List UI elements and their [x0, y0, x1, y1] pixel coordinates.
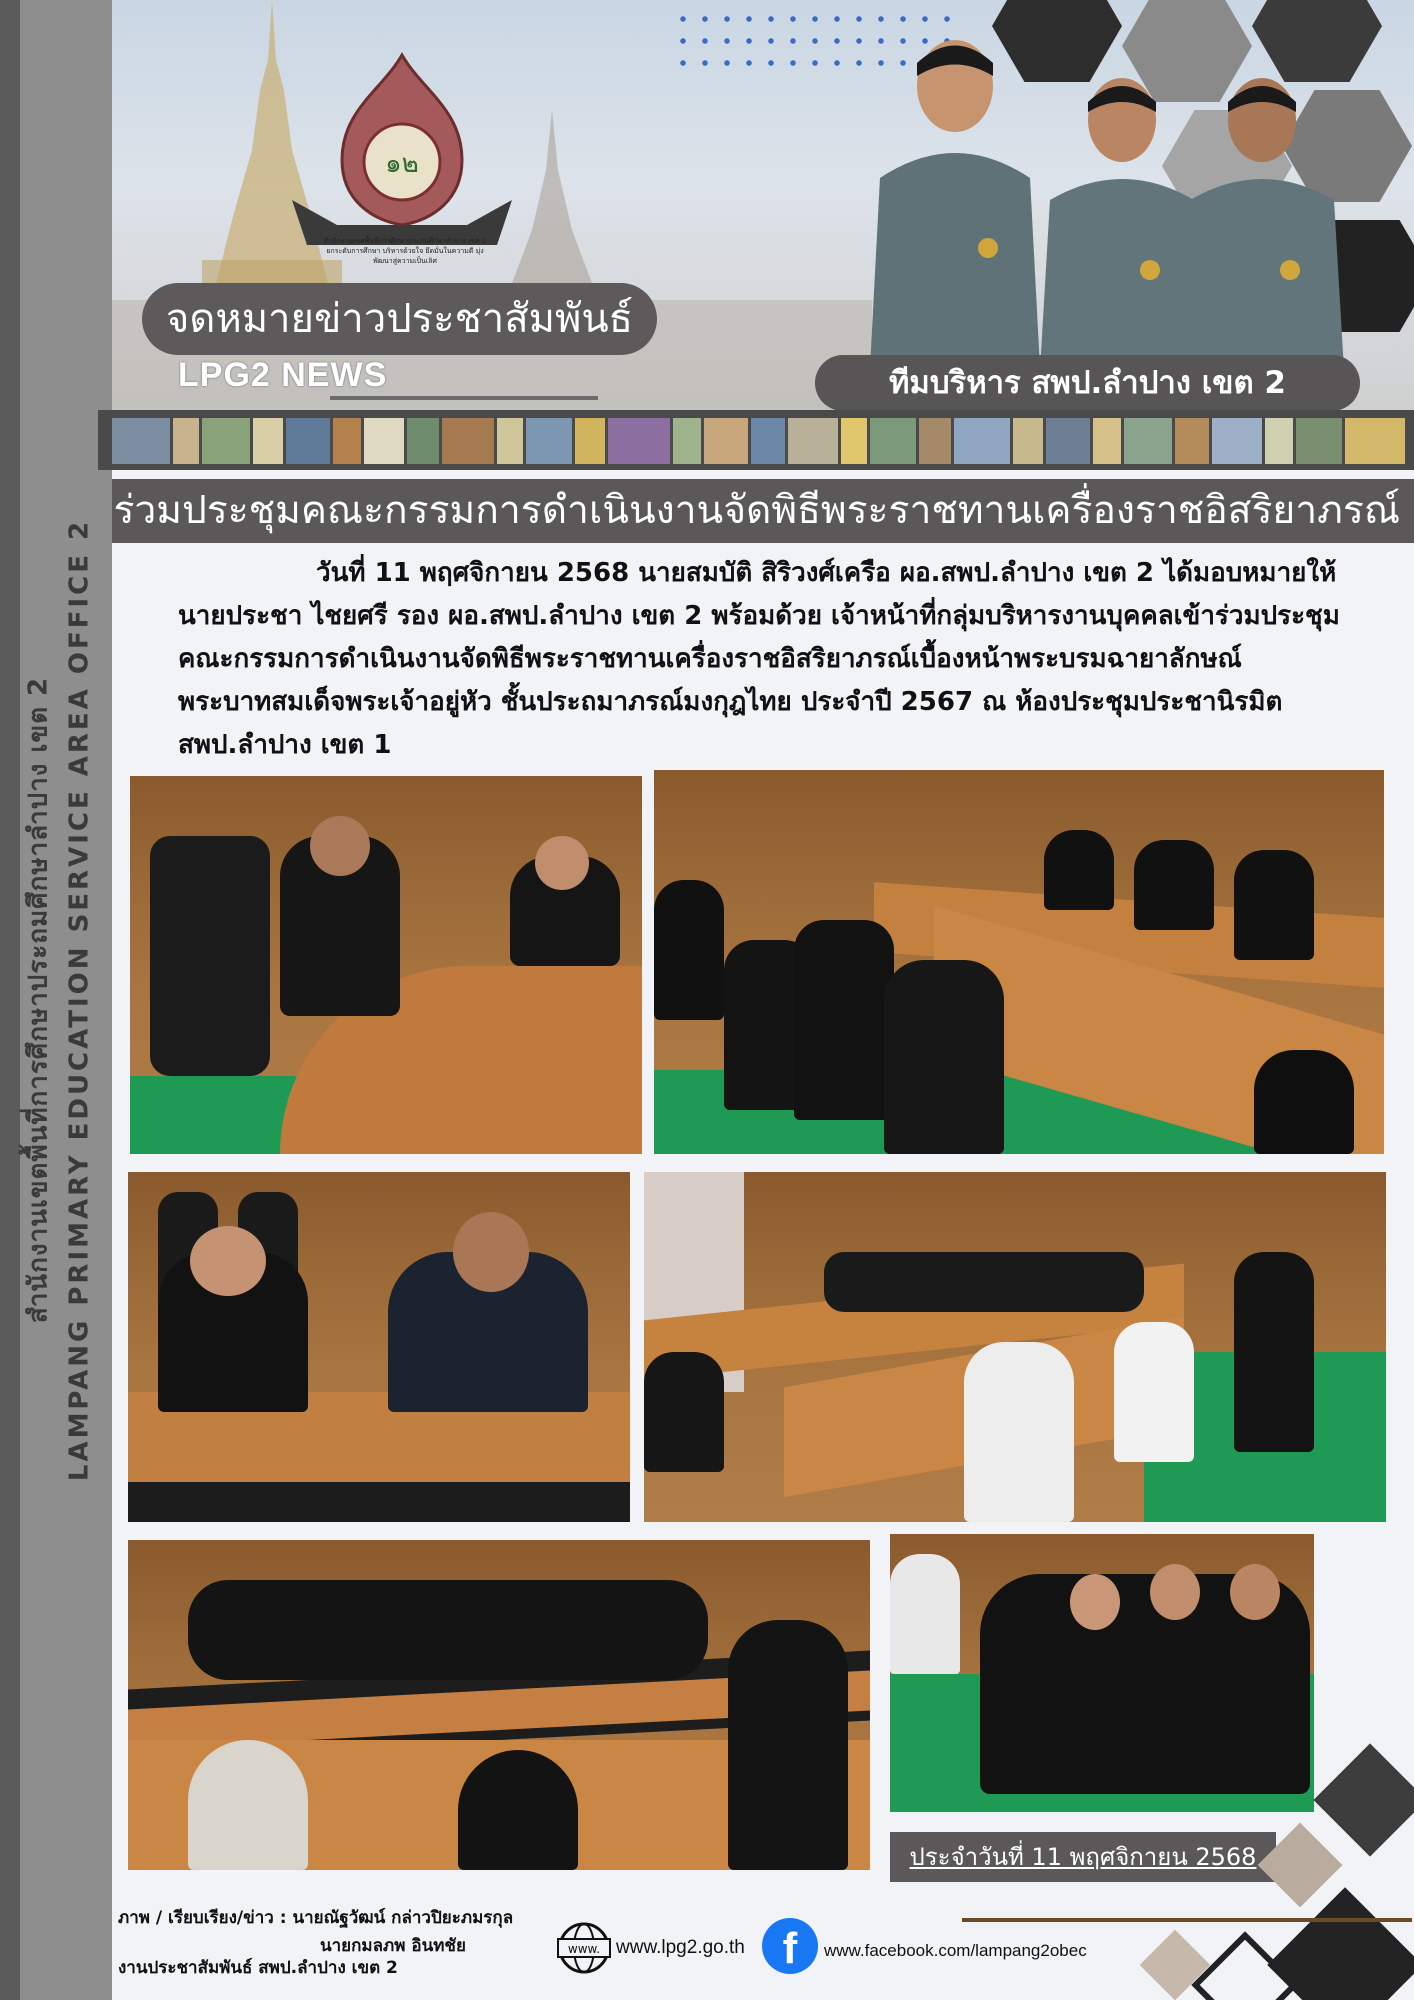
person [890, 1554, 960, 1674]
thumbnail [919, 418, 951, 464]
thumbnail [608, 418, 670, 464]
side-band-text [0, 0, 112, 2000]
meeting-photo-2 [654, 770, 1384, 1154]
person [1254, 1050, 1354, 1154]
meeting-photo-5 [128, 1540, 870, 1870]
thumbnail-strip-images [112, 418, 1414, 464]
article-line [178, 552, 1388, 595]
thumbnail [1046, 418, 1090, 464]
person [964, 1342, 1074, 1522]
thumbnail [407, 418, 439, 464]
person [644, 1352, 724, 1472]
article-line-1: วันที่ 11 พฤศจิกายน 2568 นายสมบัติ สิริวงศ์เครือ ผอ.สพป.ลำปาง เขต 2 ได้มอบหมายให้ [316, 558, 1337, 588]
thumbnail [202, 418, 250, 464]
logo-caption-line-2: ยกระดับการศึกษา บริหารด้วยใจ ยึดมั่นในความดี มุ่งพัฒนาสู่ความเป็นเลิศ [326, 247, 484, 265]
meeting-photo-1 [130, 776, 642, 1154]
thumbnail [1296, 418, 1342, 464]
executive-team-label: ทีมบริหาร สพป.ลำปาง เขต 2 [815, 355, 1360, 411]
person-head [190, 1226, 266, 1296]
thumbnail [253, 418, 283, 464]
thumbnail [1265, 418, 1293, 464]
thumbnail [1345, 418, 1405, 464]
website-link[interactable]: www.lpg2.go.th [616, 1937, 745, 1958]
article-line-4: พระบาทสมเด็จพระเจ้าอยู่หัว ชั้นประถมาภรณ์มงกุฎไทย ประจำปี 2567 ณ ห้องประชุมประชานิรมิต [178, 687, 1283, 717]
thumbnail [286, 418, 330, 464]
executive-photo-left [860, 28, 1050, 368]
facebook-icon[interactable]: f [762, 1918, 818, 1974]
issue-date: ประจำวันที่ 11 พฤศจิกายน 2568 [890, 1832, 1276, 1882]
thumbnail [788, 418, 838, 464]
thumbnail [442, 418, 494, 464]
thumbnail [841, 418, 867, 464]
thumbnail [704, 418, 748, 464]
globe-icon [556, 1920, 612, 1976]
meeting-photo-3 [128, 1172, 630, 1522]
svg-text:๑๒: ๑๒ [385, 149, 419, 179]
office-chair [150, 836, 270, 1076]
newsletter-title: จดหมายข่าวประชาสัมพันธ์ [142, 283, 657, 355]
thumbnail [333, 418, 361, 464]
credit-line-1: ภาพ / เรียบเรียง/ข่าว : นายณัฐวัฒน์ กล่าวปิยะภมรกุล [118, 1908, 514, 1928]
article-headline: ร่วมประชุมคณะกรรมการดำเนินงานจัดพิธีพระราชทานเครื่องราชอิสริยาภรณ์ [113, 488, 1400, 533]
thumbnail [173, 418, 199, 464]
person-head [535, 836, 589, 890]
thumbnail [1013, 418, 1043, 464]
table-front [128, 1482, 630, 1522]
person [1234, 850, 1314, 960]
thumbnail [497, 418, 523, 464]
facebook-link[interactable]: www.facebook.com/lampang2obec [824, 1941, 1087, 1960]
person-head [1150, 1564, 1200, 1620]
thumbnail [954, 418, 1010, 464]
globe-icon-text: www. [567, 1942, 601, 1956]
meeting-photo-4 [644, 1172, 1386, 1522]
thumbnail [1124, 418, 1172, 464]
thumbnail [673, 418, 701, 464]
office-name-english: LAMPANG PRIMARY EDUCATION SERVICE AREA OFFICE 2 [64, 518, 95, 1482]
person [794, 920, 894, 1120]
footer-divider [962, 1918, 1412, 1922]
thumbnail [1175, 418, 1209, 464]
person [1044, 830, 1114, 910]
thumbnail [112, 418, 170, 464]
office-name-thai: สำนักงานเขตพื้นที่การศึกษาประถมศึกษาลำปาง เขต 2 [23, 676, 54, 1324]
thumbnail [751, 418, 785, 464]
person [1234, 1252, 1314, 1452]
person-head [1070, 1574, 1120, 1630]
thumbnail [1212, 418, 1262, 464]
person-gray-hair [188, 1740, 308, 1870]
lpg2-underline [330, 396, 598, 400]
seated-attendees [824, 1252, 1144, 1312]
article-line-5: สพป.ลำปาง เขต 1 [178, 730, 392, 760]
thumbnail [870, 418, 916, 464]
credit-line-2: นายกมลภพ อินทชัย [320, 1936, 466, 1956]
thumbnail [526, 418, 572, 464]
thumbnail [364, 418, 404, 464]
person [1114, 1322, 1194, 1462]
person-head [453, 1212, 529, 1292]
office-logo [272, 50, 532, 270]
person [458, 1750, 578, 1870]
person [884, 960, 1004, 1154]
person-head [310, 816, 370, 876]
lpg2-news-label: LPG2 NEWS [178, 356, 388, 394]
logo-caption [320, 236, 490, 266]
person [728, 1620, 848, 1870]
person-head [1230, 1564, 1280, 1620]
thumbnail [1093, 418, 1121, 464]
article-line-3: คณะกรรมการดำเนินงานจัดพิธีพระราชทานเครื่องราชอิสริยาภรณ์เบื้องหน้าพระบรมฉายาลักษณ์ [178, 644, 1242, 674]
article-body [178, 552, 1388, 767]
seated-attendees [188, 1580, 708, 1680]
diamond-decor [1140, 1740, 1414, 2000]
logo-caption-line-1: สำนักงานเขตพื้นที่การศึกษาประถมศึกษาลำปาง เขต 2 [323, 237, 487, 245]
person [654, 880, 724, 1020]
article-line-2: นายประชา ไชยศรี รอง ผอ.สพป.ลำปาง เขต 2 พร้อมด้วย เจ้าหน้าที่กลุ่มบริหารงานบุคคลเข้าร่วมประชุม [178, 601, 1340, 631]
executive-photo-right [1172, 70, 1352, 370]
person [1134, 840, 1214, 930]
credit-line-3: งานประชาสัมพันธ์ สพป.ลำปาง เขต 2 [118, 1958, 398, 1978]
thumbnail [575, 418, 605, 464]
